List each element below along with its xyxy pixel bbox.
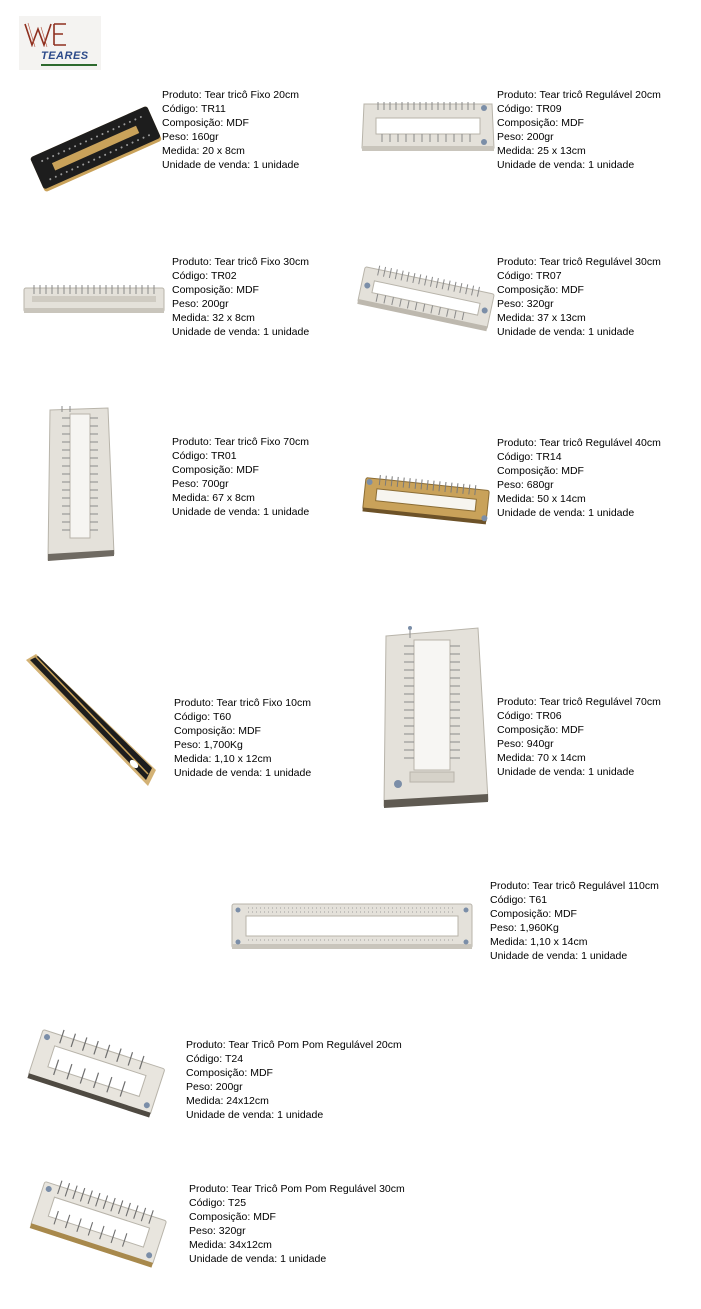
- product-name-line: Produto: Tear tricô Fixo 10cm: [174, 697, 311, 709]
- product-info-t60: [174, 696, 311, 780]
- product-size-line: Medida: 24x12cm: [186, 1095, 269, 1107]
- product-code: TR01: [210, 450, 237, 462]
- product-composition-line: Composição: MDF: [497, 465, 584, 477]
- product-name-line: Produto: Tear Tricô Pom Pom Regulável 30cm: [189, 1183, 405, 1195]
- product-info-t25: [189, 1182, 405, 1266]
- logo-underline: [41, 64, 97, 66]
- product-composition-line: Composição: MDF: [172, 464, 259, 476]
- product-unit-line: Unidade de venda: 1 unidade: [497, 507, 635, 519]
- product-info-tr02: [172, 255, 309, 339]
- product-code: TR02: [210, 270, 237, 282]
- product-code-line: Código: T25: [189, 1197, 247, 1209]
- product-info-tr01: [172, 435, 309, 519]
- product-code: TR11: [200, 103, 226, 115]
- product-unit-line: Unidade de venda: 1 unidade: [186, 1109, 324, 1121]
- product-name: Tear tricô Regulável 30cm: [539, 256, 661, 268]
- product-name-line: Produto: Tear Tricô Pom Pom Regulável 20cm: [186, 1039, 402, 1051]
- product-unit-line: Unidade de venda: 1 unidade: [162, 159, 300, 171]
- product-weight-line: Peso: 200gr: [172, 298, 229, 310]
- product-size-line: Medida: 34x12cm: [189, 1239, 272, 1251]
- product-size-line: Medida: 1,10 x 14cm: [490, 936, 588, 948]
- product-weight-line: Peso: 200gr: [497, 131, 554, 143]
- product-info-tr14: [497, 436, 661, 520]
- product-code: T60: [212, 711, 232, 723]
- product-image-tr07: [356, 260, 496, 336]
- product-unit-line: Unidade de venda: 1 unidade: [189, 1253, 327, 1265]
- product-weight-line: Peso: 320gr: [497, 298, 554, 310]
- brand-logo: [19, 16, 101, 70]
- product-name: Tear tricô Regulável 70cm: [539, 696, 661, 708]
- product-name-line: Produto: Tear tricô Regulável 40cm: [497, 437, 661, 449]
- product-unit-line: Unidade de venda: 1 unidade: [490, 950, 628, 962]
- logo-wire-icon: [23, 21, 67, 47]
- product-composition-line: Composição: MDF: [189, 1211, 276, 1223]
- product-code: TR06: [535, 710, 562, 722]
- product-composition-line: Composição: MDF: [186, 1067, 273, 1079]
- product-code: T25: [227, 1197, 247, 1209]
- product-weight-line: Peso: 1,700Kg: [174, 739, 243, 751]
- product-code-line: Código: TR11: [162, 103, 226, 115]
- product-name-line: Produto: Tear tricô Fixo 30cm: [172, 256, 309, 268]
- product-code-line: Código: TR01: [172, 450, 237, 462]
- product-code: TR09: [535, 103, 562, 115]
- product-name-line: Produto: Tear tricô Regulável 20cm: [497, 89, 661, 101]
- product-weight-line: Peso: 1,960Kg: [490, 922, 559, 934]
- product-name: Tear Tricô Pom Pom Regulável 20cm: [228, 1039, 402, 1051]
- product-name-line: Produto: Tear tricô Regulável 30cm: [497, 256, 661, 268]
- product-unit-line: Unidade de venda: 1 unidade: [497, 159, 635, 171]
- product-info-tr11: [162, 88, 299, 172]
- product-size-line: Medida: 37 x 13cm: [497, 312, 586, 324]
- product-image-tr09: [360, 96, 496, 154]
- product-name: Tear tricô Regulável 40cm: [539, 437, 661, 449]
- product-code: T24: [224, 1053, 244, 1065]
- product-weight-line: Peso: 200gr: [186, 1081, 243, 1093]
- product-size-line: Medida: 50 x 14cm: [497, 493, 586, 505]
- product-info-tr07: [497, 255, 661, 339]
- product-image-t61: [230, 900, 474, 952]
- product-name-line: Produto: Tear tricô Fixo 20cm: [162, 89, 299, 101]
- product-info-tr09: [497, 88, 661, 172]
- product-unit-line: Unidade de venda: 1 unidade: [174, 767, 312, 779]
- product-unit-line: Unidade de venda: 1 unidade: [172, 326, 310, 338]
- product-image-tr11: [30, 100, 162, 198]
- product-composition-line: Composição: MDF: [490, 908, 577, 920]
- product-image-t25: [28, 1176, 168, 1274]
- product-code: TR14: [535, 451, 562, 463]
- product-image-tr06: [380, 626, 490, 810]
- product-image-tr14: [358, 472, 494, 528]
- product-weight-line: Peso: 940gr: [497, 738, 554, 750]
- product-weight-line: Peso: 680gr: [497, 479, 554, 491]
- product-size-line: Medida: 20 x 8cm: [162, 145, 245, 157]
- product-name: Tear tricô Fixo 70cm: [214, 436, 309, 448]
- product-code-line: Código: T60: [174, 711, 232, 723]
- product-size-line: Medida: 70 x 14cm: [497, 752, 586, 764]
- product-size-line: Medida: 1,10 x 12cm: [174, 753, 272, 765]
- product-code-line: Código: T24: [186, 1053, 244, 1065]
- product-image-tr01: [42, 404, 118, 564]
- product-code-line: Código: TR14: [497, 451, 562, 463]
- product-image-t60: [22, 652, 158, 790]
- product-info-tr06: [497, 695, 661, 779]
- product-name-line: Produto: Tear tricô Fixo 70cm: [172, 436, 309, 448]
- product-name: Tear Tricô Pom Pom Regulável 30cm: [231, 1183, 405, 1195]
- product-name-line: Produto: Tear tricô Regulável 110cm: [490, 880, 659, 892]
- product-name: Tear tricô Fixo 30cm: [214, 256, 309, 268]
- product-composition-line: Composição: MDF: [174, 725, 261, 737]
- product-code-line: Código: TR07: [497, 270, 562, 282]
- product-composition-line: Composição: MDF: [497, 724, 584, 736]
- product-unit-line: Unidade de venda: 1 unidade: [497, 766, 635, 778]
- product-info-t61: [490, 879, 659, 963]
- product-code-line: Código: TR06: [497, 710, 562, 722]
- logo-subtext: TEARES: [41, 50, 89, 62]
- product-unit-line: Unidade de venda: 1 unidade: [497, 326, 635, 338]
- product-code-line: Código: T61: [490, 894, 548, 906]
- product-name: Tear tricô Regulável 20cm: [539, 89, 661, 101]
- product-composition-line: Composição: MDF: [162, 117, 249, 129]
- product-name: Tear tricô Regulável 110cm: [532, 880, 659, 892]
- product-name-line: Produto: Tear tricô Regulável 70cm: [497, 696, 661, 708]
- product-code-line: Código: TR02: [172, 270, 237, 282]
- product-info-t24: [186, 1038, 402, 1122]
- product-composition-line: Composição: MDF: [497, 117, 584, 129]
- product-name: Tear tricô Fixo 10cm: [216, 697, 311, 709]
- product-weight-line: Peso: 160gr: [162, 131, 219, 143]
- product-weight-line: Peso: 320gr: [189, 1225, 246, 1237]
- product-code-line: Código: TR09: [497, 103, 562, 115]
- product-code: TR07: [535, 270, 562, 282]
- product-composition-line: Composição: MDF: [172, 284, 259, 296]
- product-weight-line: Peso: 700gr: [172, 478, 229, 490]
- product-unit-line: Unidade de venda: 1 unidade: [172, 506, 310, 518]
- product-code: T61: [528, 894, 548, 906]
- product-size-line: Medida: 25 x 13cm: [497, 145, 586, 157]
- product-size-line: Medida: 32 x 8cm: [172, 312, 255, 324]
- product-image-tr02: [22, 282, 166, 316]
- product-name: Tear tricô Fixo 20cm: [204, 89, 299, 101]
- product-size-line: Medida: 67 x 8cm: [172, 492, 255, 504]
- product-image-t24: [26, 1026, 166, 1122]
- product-composition-line: Composição: MDF: [497, 284, 584, 296]
